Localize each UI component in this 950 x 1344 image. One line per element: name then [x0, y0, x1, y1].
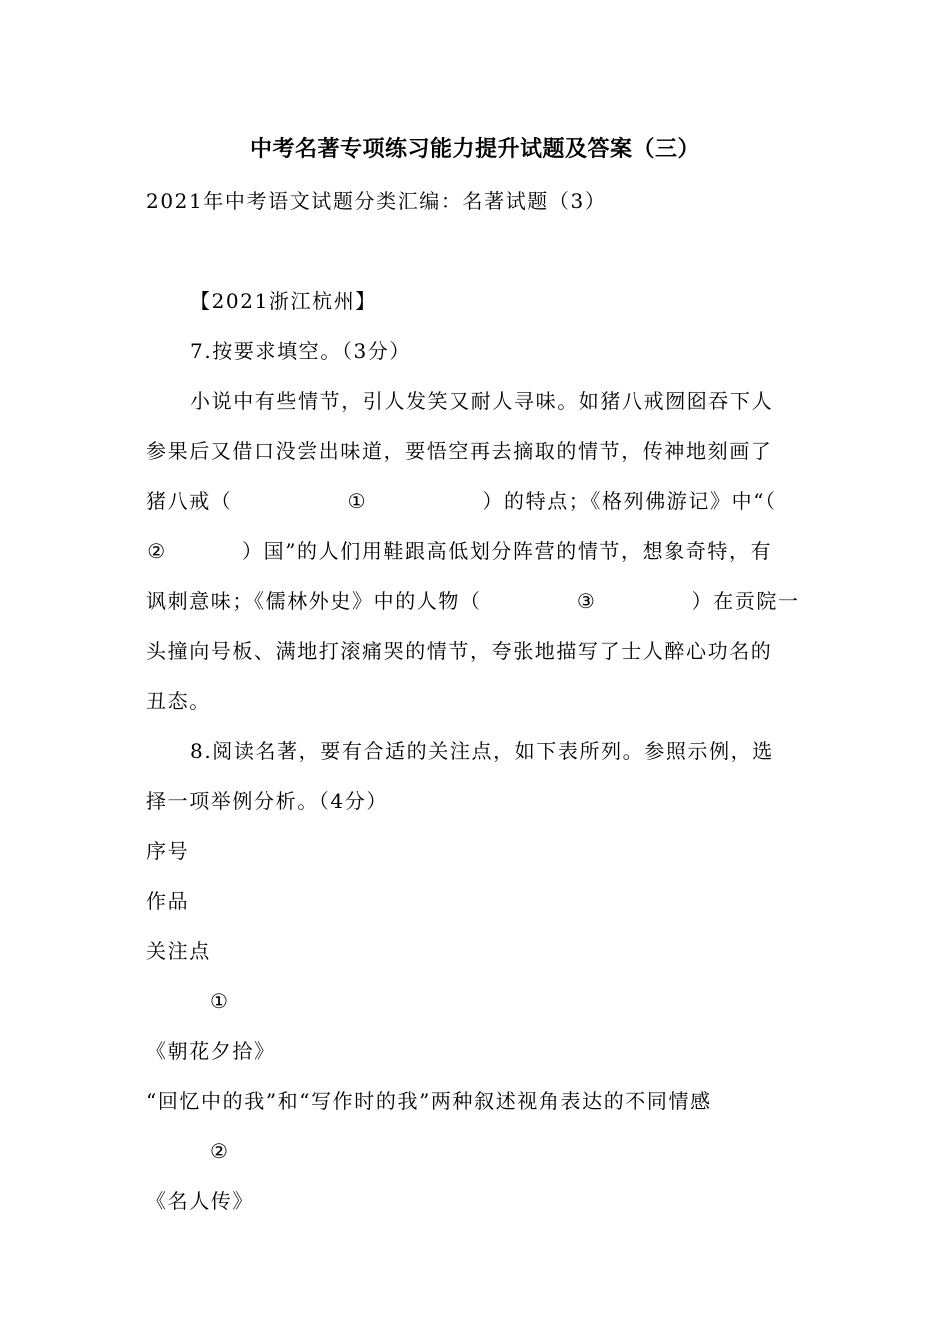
question-7-text-line: 小说中有些情节，引人发笑又耐人寻味。如猪八戒囫囵吞下人: [190, 389, 774, 413]
question-7-text-line: 参果后又借口没尝出味道，要悟空再去摘取的情节，传神地刻画了: [146, 439, 773, 463]
text-segment: 猪八戒（: [146, 489, 233, 513]
question-7-text-line: [146, 586, 814, 616]
text-segment: 讽刺意味；《儒林外史》中的人物（: [146, 589, 482, 613]
question-7-stem: 7.按要求填空。（3分）: [190, 339, 412, 363]
question-7-text-line: 丑态。: [146, 689, 211, 713]
subtitle: 2021年中考语文试题分类汇编：名著试题（3）: [146, 189, 607, 213]
table-cell-work: 《名人传》: [146, 1189, 254, 1213]
blank-1: ①: [347, 489, 368, 513]
question-7-text-line: 头撞向号板、满地打滚痛哭的情节，夸张地描写了士人醉心功名的: [146, 639, 773, 663]
table-header-work: 作品: [146, 889, 190, 913]
table-header-focus: 关注点: [146, 939, 211, 963]
text-segment: ）在贡院一: [691, 589, 800, 613]
blank-2: ②: [147, 539, 167, 563]
table-cell-number: ②: [210, 1139, 230, 1163]
question-7-text-line: [146, 536, 814, 566]
table-header-number: 序号: [146, 839, 190, 863]
document-title: 中考名著专项练习能力提升试题及答案（三）: [249, 137, 700, 162]
text-segment: ）国”的人们用鞋跟高低划分阵营的情节，想象奇特，有: [242, 539, 773, 563]
source-tag: 【2021浙江杭州】: [190, 289, 377, 313]
table-cell-number: ①: [210, 989, 230, 1013]
question-8-stem: 择一项举例分析。（4分）: [146, 789, 388, 813]
blank-3: ③: [576, 589, 597, 613]
table-cell-work: 《朝花夕拾》: [146, 1039, 276, 1063]
text-segment: ）的特点；《格列佛游记》中“（: [482, 489, 777, 513]
question-7-text-line: [146, 486, 814, 516]
table-cell-focus: “回忆中的我”和“写作时的我”两种叙述视角表达的不同情感: [146, 1089, 712, 1113]
question-8-stem: 8.阅读名著，要有合适的关注点，如下表所列。参照示例，选: [190, 739, 774, 763]
